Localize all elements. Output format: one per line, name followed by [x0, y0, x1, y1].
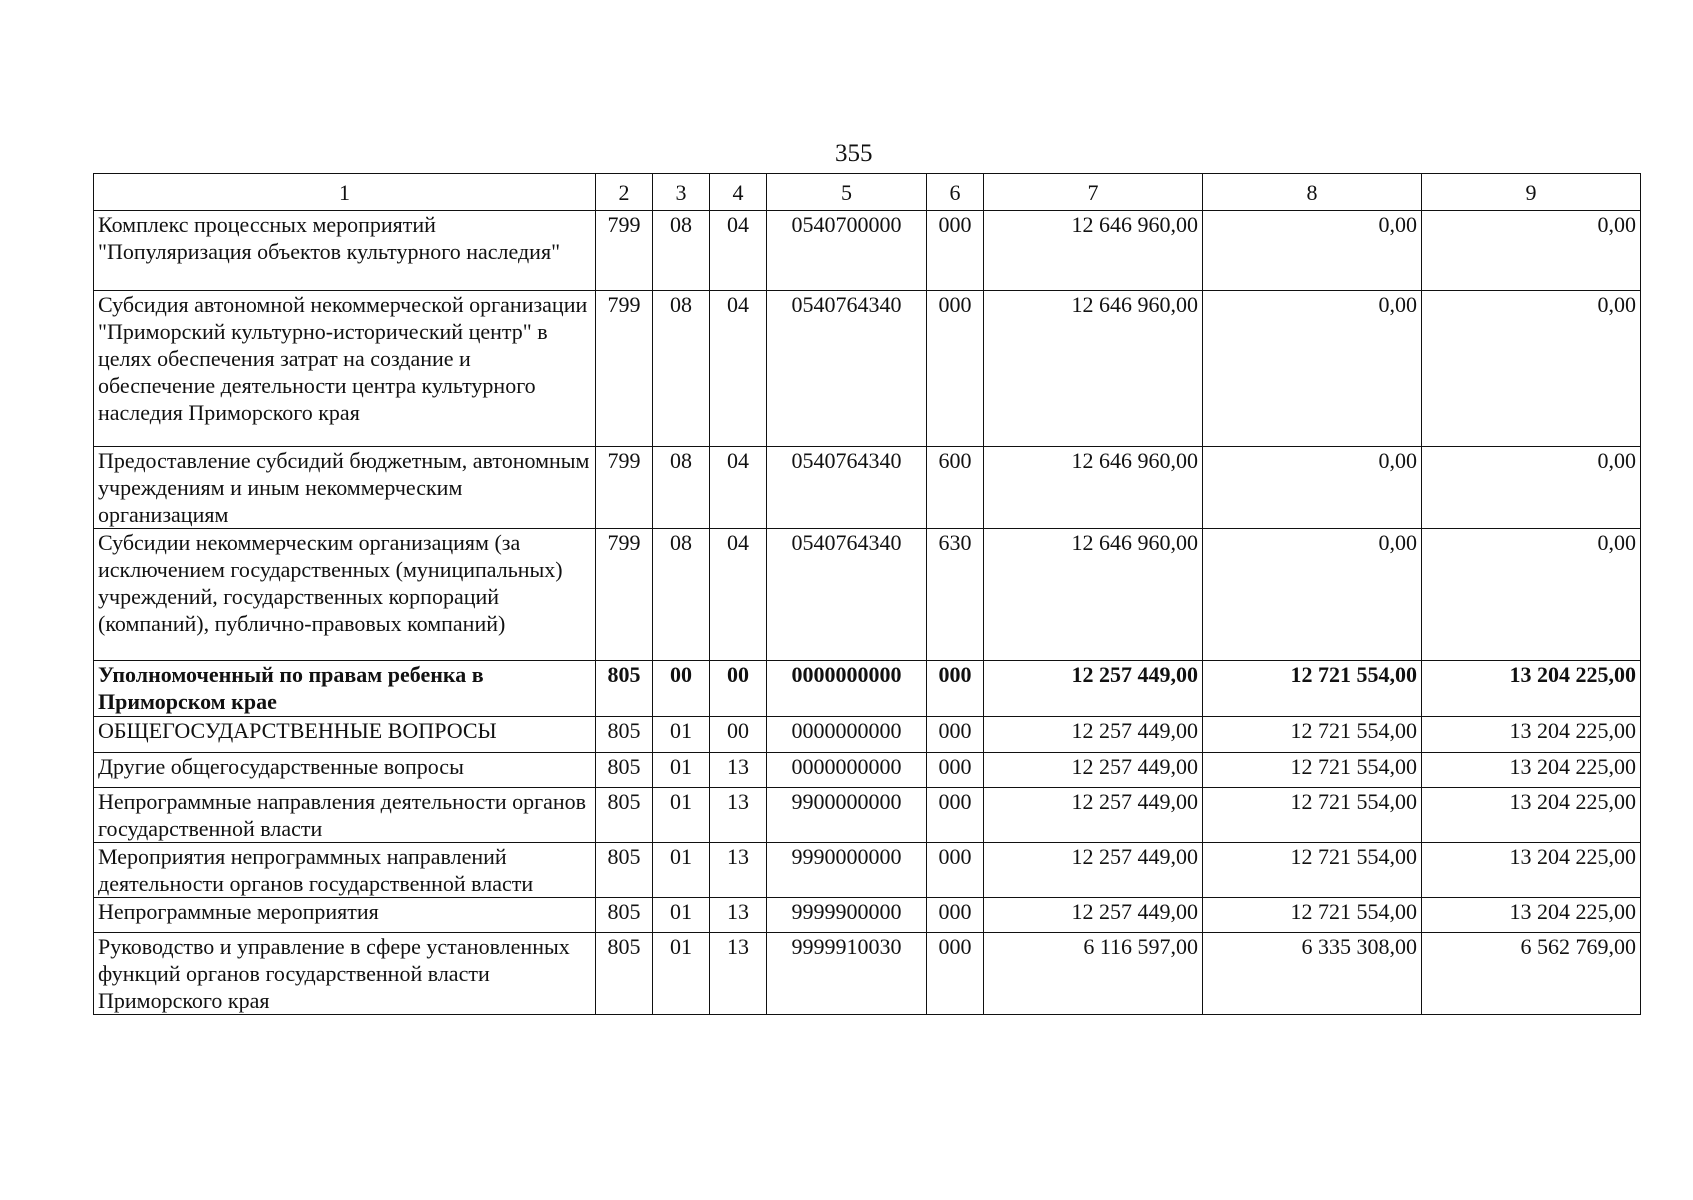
- expense-name-cell: Субсидия автономной некоммерческой организации "Приморский культурно-исторический центр" в целях обеспечения затрат на создание и обеспечение деятельности центра культурного наследия Приморского края: [94, 291, 596, 447]
- expense-name-cell: Комплекс процессных мероприятий "Популяризация объектов культурного наследия": [94, 211, 596, 291]
- expense-name-cell: Уполномоченный по правам ребенка в Приморском крае: [94, 661, 596, 717]
- expense-type-cell: 000: [927, 661, 984, 717]
- gov-code-cell: 799: [596, 447, 653, 529]
- table-row: [94, 753, 1641, 788]
- header-cell-1: 1: [94, 174, 596, 211]
- table-row: [94, 933, 1641, 1015]
- header-cell-7: 7: [984, 174, 1203, 211]
- amount-year1-cell: 12 257 449,00: [984, 898, 1203, 933]
- subsection-code-cell: 13: [710, 898, 767, 933]
- target-article-cell: 0540764340: [767, 291, 927, 447]
- expense-type-cell: 000: [927, 211, 984, 291]
- amount-year3-cell: 6 562 769,00: [1422, 933, 1641, 1015]
- target-article-cell: 0540764340: [767, 529, 927, 661]
- amount-year3-cell: 13 204 225,00: [1422, 717, 1641, 753]
- amount-year2-cell: 12 721 554,00: [1203, 717, 1422, 753]
- target-article-cell: 9990000000: [767, 843, 927, 898]
- expense-type-cell: 000: [927, 753, 984, 788]
- target-article-cell: 0000000000: [767, 717, 927, 753]
- section-code-cell: 00: [653, 661, 710, 717]
- gov-code-cell: 805: [596, 898, 653, 933]
- header-cell-9: 9: [1422, 174, 1641, 211]
- expense-type-cell: 000: [927, 933, 984, 1015]
- gov-code-cell: 805: [596, 843, 653, 898]
- amount-year3-cell: 13 204 225,00: [1422, 753, 1641, 788]
- amount-year1-cell: 12 257 449,00: [984, 788, 1203, 843]
- amount-year2-cell: 12 721 554,00: [1203, 661, 1422, 717]
- gov-code-cell: 799: [596, 211, 653, 291]
- section-code-cell: 01: [653, 933, 710, 1015]
- subsection-code-cell: 00: [710, 717, 767, 753]
- subsection-code-cell: 00: [710, 661, 767, 717]
- amount-year1-cell: 12 257 449,00: [984, 717, 1203, 753]
- expense-name-cell: Мероприятия непрограммных направлений деятельности органов государственной власти: [94, 843, 596, 898]
- expense-type-cell: 000: [927, 843, 984, 898]
- amount-year2-cell: 12 721 554,00: [1203, 753, 1422, 788]
- amount-year1-cell: 12 646 960,00: [984, 211, 1203, 291]
- expense-name-cell: Непрограммные мероприятия: [94, 898, 596, 933]
- section-code-cell: 01: [653, 898, 710, 933]
- table-row: [94, 898, 1641, 933]
- amount-year2-cell: 12 721 554,00: [1203, 788, 1422, 843]
- expense-type-cell: 000: [927, 898, 984, 933]
- subsection-code-cell: 13: [710, 753, 767, 788]
- amount-year1-cell: 6 116 597,00: [984, 933, 1203, 1015]
- header-cell-2: 2: [596, 174, 653, 211]
- expense-name-cell: Руководство и управление в сфере установленных функций органов государственной власти Приморского края: [94, 933, 596, 1015]
- table-row: [94, 843, 1641, 898]
- expense-type-cell: 600: [927, 447, 984, 529]
- subsection-code-cell: 04: [710, 291, 767, 447]
- expense-type-cell: 000: [927, 291, 984, 447]
- header-cell-5: 5: [767, 174, 927, 211]
- section-code-cell: 08: [653, 211, 710, 291]
- subsection-code-cell: 04: [710, 529, 767, 661]
- expense-name-cell: ОБЩЕГОСУДАРСТВЕННЫЕ ВОПРОСЫ: [94, 717, 596, 753]
- target-article-cell: 0540700000: [767, 211, 927, 291]
- amount-year2-cell: 6 335 308,00: [1203, 933, 1422, 1015]
- section-code-cell: 08: [653, 529, 710, 661]
- amount-year3-cell: 0,00: [1422, 211, 1641, 291]
- section-code-cell: 08: [653, 291, 710, 447]
- table-row: [94, 447, 1641, 529]
- amount-year3-cell: 0,00: [1422, 447, 1641, 529]
- target-article-cell: 9900000000: [767, 788, 927, 843]
- subsection-code-cell: 13: [710, 933, 767, 1015]
- amount-year3-cell: 0,00: [1422, 291, 1641, 447]
- amount-year3-cell: 13 204 225,00: [1422, 661, 1641, 717]
- expense-type-cell: 000: [927, 788, 984, 843]
- page-number: 355: [835, 140, 873, 167]
- amount-year1-cell: 12 257 449,00: [984, 753, 1203, 788]
- budget-table: [93, 173, 1641, 1015]
- amount-year3-cell: 13 204 225,00: [1422, 898, 1641, 933]
- subsection-code-cell: 04: [710, 447, 767, 529]
- gov-code-cell: 805: [596, 788, 653, 843]
- amount-year3-cell: 0,00: [1422, 529, 1641, 661]
- amount-year1-cell: 12 646 960,00: [984, 529, 1203, 661]
- expense-name-cell: Предоставление субсидий бюджетным, автономным учреждениям и иным некоммерческим организациям: [94, 447, 596, 529]
- header-cell-3: 3: [653, 174, 710, 211]
- subsection-code-cell: 13: [710, 843, 767, 898]
- table-row: [94, 788, 1641, 843]
- subsection-code-cell: 04: [710, 211, 767, 291]
- gov-code-cell: 805: [596, 753, 653, 788]
- amount-year2-cell: 0,00: [1203, 211, 1422, 291]
- budget-table-body: [94, 174, 1641, 1015]
- section-code-cell: 01: [653, 753, 710, 788]
- target-article-cell: 0000000000: [767, 661, 927, 717]
- section-code-cell: 01: [653, 843, 710, 898]
- table-row: [94, 291, 1641, 447]
- amount-year2-cell: 0,00: [1203, 529, 1422, 661]
- amount-year2-cell: 12 721 554,00: [1203, 898, 1422, 933]
- amount-year2-cell: 12 721 554,00: [1203, 843, 1422, 898]
- subsection-code-cell: 13: [710, 788, 767, 843]
- table-row: [94, 717, 1641, 753]
- expense-name-cell: Непрограммные направления деятельности органов государственной власти: [94, 788, 596, 843]
- amount-year1-cell: 12 646 960,00: [984, 447, 1203, 529]
- table-row: [94, 661, 1641, 717]
- gov-code-cell: 805: [596, 661, 653, 717]
- section-code-cell: 01: [653, 788, 710, 843]
- target-article-cell: 0540764340: [767, 447, 927, 529]
- amount-year3-cell: 13 204 225,00: [1422, 843, 1641, 898]
- section-code-cell: 01: [653, 717, 710, 753]
- amount-year3-cell: 13 204 225,00: [1422, 788, 1641, 843]
- header-cell-8: 8: [1203, 174, 1422, 211]
- header-cell-6: 6: [927, 174, 984, 211]
- expense-type-cell: 630: [927, 529, 984, 661]
- expense-type-cell: 000: [927, 717, 984, 753]
- gov-code-cell: 805: [596, 933, 653, 1015]
- table-row: [94, 529, 1641, 661]
- amount-year1-cell: 12 646 960,00: [984, 291, 1203, 447]
- expense-name-cell: Другие общегосударственные вопросы: [94, 753, 596, 788]
- gov-code-cell: 805: [596, 717, 653, 753]
- target-article-cell: 0000000000: [767, 753, 927, 788]
- amount-year2-cell: 0,00: [1203, 291, 1422, 447]
- gov-code-cell: 799: [596, 291, 653, 447]
- table-row: [94, 211, 1641, 291]
- amount-year1-cell: 12 257 449,00: [984, 661, 1203, 717]
- gov-code-cell: 799: [596, 529, 653, 661]
- amount-year2-cell: 0,00: [1203, 447, 1422, 529]
- header-row: [94, 174, 1641, 211]
- amount-year1-cell: 12 257 449,00: [984, 843, 1203, 898]
- header-cell-4: 4: [710, 174, 767, 211]
- target-article-cell: 9999910030: [767, 933, 927, 1015]
- section-code-cell: 08: [653, 447, 710, 529]
- target-article-cell: 9999900000: [767, 898, 927, 933]
- expense-name-cell: Субсидии некоммерческим организациям (за исключением государственных (муниципальных) учреждений, государственных корпораций (компаний), публично-правовых компаний): [94, 529, 596, 661]
